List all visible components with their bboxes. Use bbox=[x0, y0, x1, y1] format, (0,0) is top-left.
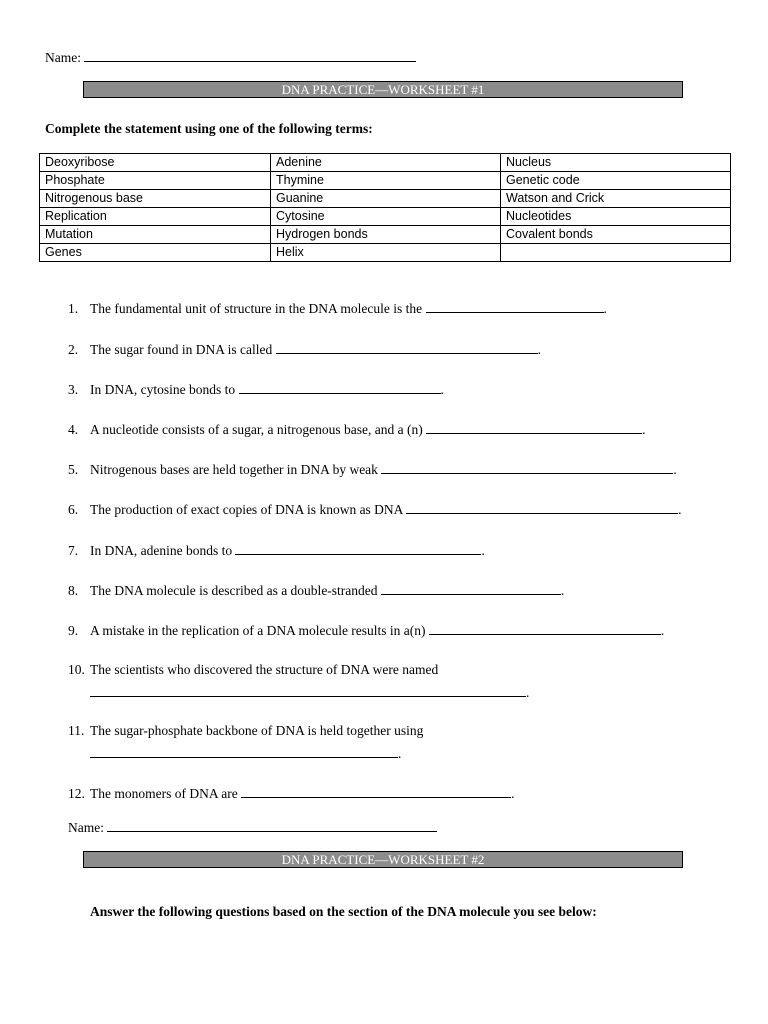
answer-blank[interactable] bbox=[406, 500, 678, 514]
table-row bbox=[40, 226, 731, 244]
term-cell: Nucleotides bbox=[501, 208, 731, 226]
name-blank[interactable] bbox=[107, 818, 437, 832]
term-cell: Genes bbox=[40, 244, 271, 262]
answer-blank[interactable] bbox=[381, 460, 673, 474]
table-row bbox=[40, 172, 731, 190]
answer-blank[interactable] bbox=[276, 340, 538, 354]
instructions-terms: Complete the statement using one of the following terms: bbox=[45, 121, 373, 136]
question-12: 12. The monomers of DNA are . bbox=[68, 786, 515, 801]
question-8: 8. The DNA molecule is described as a double-stranded . bbox=[68, 583, 565, 598]
name-label: Name: bbox=[45, 50, 81, 65]
answer-blank[interactable] bbox=[235, 541, 481, 555]
question-6: 6. The production of exact copies of DNA is known as DNA . bbox=[68, 502, 682, 517]
name-label: Name: bbox=[68, 820, 104, 835]
term-cell: Thymine bbox=[271, 172, 501, 190]
question-5: 5. Nitrogenous bases are held together in DNA by weak . bbox=[68, 462, 677, 477]
table-row bbox=[40, 190, 731, 208]
answer-blank[interactable] bbox=[429, 621, 661, 635]
question-11-answer-line: . bbox=[90, 744, 401, 762]
question-3: 3. In DNA, cytosine bonds to . bbox=[68, 382, 444, 397]
name-line-bottom bbox=[68, 818, 437, 836]
table-row bbox=[40, 154, 731, 172]
terms-table bbox=[39, 153, 731, 262]
answer-blank[interactable] bbox=[381, 581, 561, 595]
question-11: 11. The sugar-phosphate backbone of DNA is held together using bbox=[68, 723, 424, 738]
table-row bbox=[40, 244, 731, 262]
worksheet-1-banner: DNA PRACTICE—WORKSHEET #1 bbox=[83, 81, 683, 98]
question-4: 4. A nucleotide consists of a sugar, a nitrogenous base, and a (n) . bbox=[68, 422, 646, 437]
term-cell: Deoxyribose bbox=[40, 154, 271, 172]
answer-blank[interactable] bbox=[426, 299, 604, 313]
name-blank[interactable] bbox=[84, 48, 416, 62]
answer-blank[interactable] bbox=[90, 744, 398, 758]
question-7: 7. In DNA, adenine bonds to . bbox=[68, 543, 485, 558]
table-row bbox=[40, 208, 731, 226]
term-cell: Phosphate bbox=[40, 172, 271, 190]
answer-blank[interactable] bbox=[426, 420, 642, 434]
answer-blank[interactable] bbox=[239, 380, 441, 394]
worksheet-2-banner: DNA PRACTICE—WORKSHEET #2 bbox=[83, 851, 683, 868]
instructions-questions: Answer the following questions based on the section of the DNA molecule you see below: bbox=[90, 904, 597, 919]
term-cell: Nucleus bbox=[501, 154, 731, 172]
question-9: 9. A mistake in the replication of a DNA molecule results in a(n) . bbox=[68, 623, 665, 638]
name-line-top bbox=[45, 48, 416, 66]
question-1: 1. The fundamental unit of structure in the DNA molecule is the . bbox=[68, 301, 607, 316]
answer-blank[interactable] bbox=[90, 683, 526, 697]
question-10-answer-line: . bbox=[90, 683, 529, 701]
term-cell: Cytosine bbox=[271, 208, 501, 226]
term-cell: Covalent bonds bbox=[501, 226, 731, 244]
question-10: 10. The scientists who discovered the structure of DNA were named bbox=[68, 662, 439, 677]
term-cell: Watson and Crick bbox=[501, 190, 731, 208]
term-cell: Guanine bbox=[271, 190, 501, 208]
term-cell bbox=[501, 244, 731, 262]
term-cell: Nitrogenous base bbox=[40, 190, 271, 208]
question-2: 2. The sugar found in DNA is called . bbox=[68, 342, 541, 357]
term-cell: Genetic code bbox=[501, 172, 731, 190]
term-cell: Helix bbox=[271, 244, 501, 262]
term-cell: Mutation bbox=[40, 226, 271, 244]
term-cell: Replication bbox=[40, 208, 271, 226]
term-cell: Adenine bbox=[271, 154, 501, 172]
answer-blank[interactable] bbox=[241, 784, 511, 798]
term-cell: Hydrogen bonds bbox=[271, 226, 501, 244]
